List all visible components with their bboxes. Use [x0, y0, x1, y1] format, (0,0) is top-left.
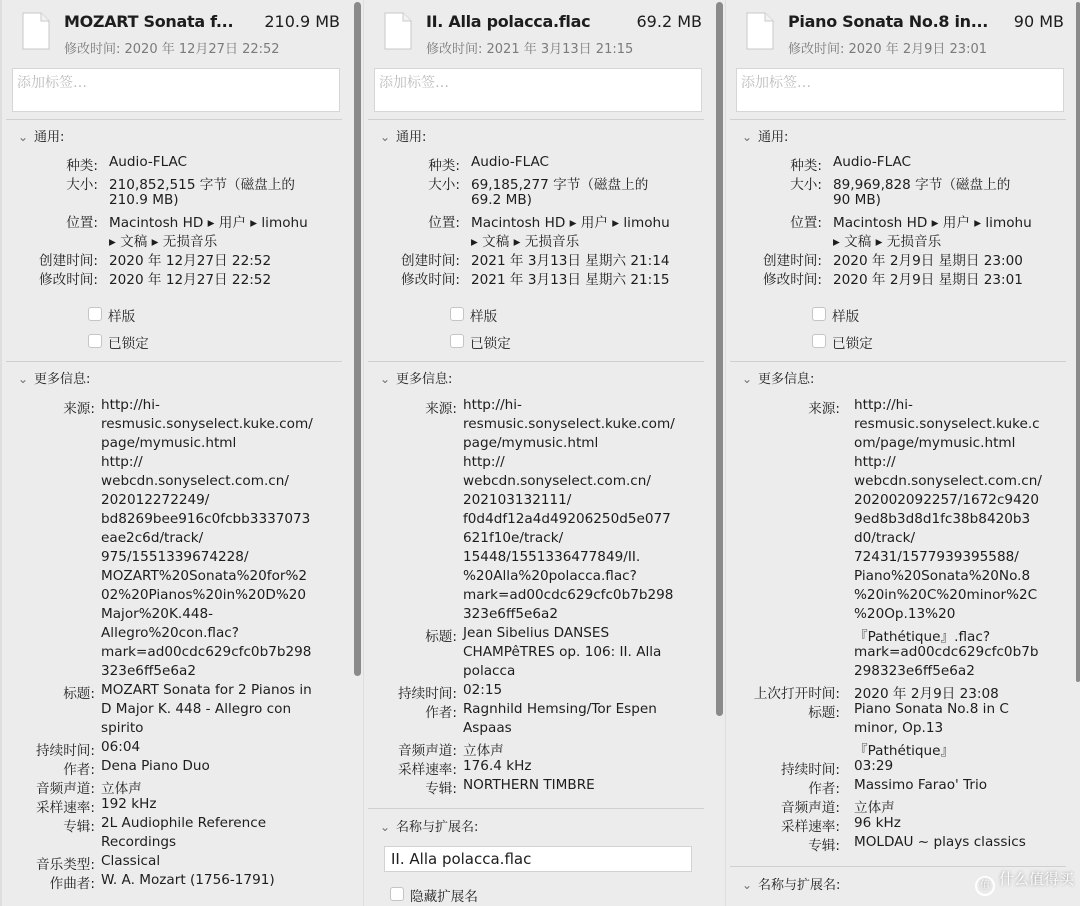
- field-label: 创建时间:: [401, 253, 460, 269]
- field-value: 2021 年 3月13日 星期六 21:15: [471, 272, 670, 288]
- field-value: 2021 年 3月13日 星期六 21:14: [471, 253, 670, 269]
- field-value: 202103132111/: [463, 492, 572, 508]
- field-value: spirito: [101, 720, 144, 736]
- section-general[interactable]: [18, 126, 64, 145]
- field-value: Major%20K.448-: [101, 606, 214, 622]
- field-value: MOZART%20Sonata%20for%2: [101, 568, 308, 584]
- field-value: Macintosh HD ▸ 用户 ▸ limohu: [109, 215, 308, 231]
- panel-header: [2, 0, 352, 62]
- section-general[interactable]: [380, 126, 426, 145]
- field-value: CHAMPêTRES op. 106: II. Alla: [463, 644, 662, 660]
- document-icon: [384, 12, 412, 50]
- field-label: 音乐类型:: [36, 857, 95, 873]
- field-label: 持续时间:: [398, 686, 457, 702]
- field-value: Ragnhild Hemsing/Tor Espen: [463, 701, 657, 717]
- section-general-label: 通用:: [396, 130, 427, 145]
- scrollbar-thumb[interactable]: [716, 2, 723, 716]
- field-value: 69,185,277 字节（磁盘上的: [471, 177, 649, 193]
- field-value: bd8269bee916c0fcbb3337073: [101, 511, 311, 527]
- field-value: %20Alla%20polacca.flac?: [463, 568, 637, 584]
- divider: [730, 119, 1066, 120]
- watermark: [975, 868, 1074, 896]
- scrollbar[interactable]: [714, 0, 725, 906]
- section-more-info-label: 更多信息:: [34, 372, 91, 387]
- field-label: 持续时间:: [36, 743, 95, 759]
- field-value: 89,969,828 字节（磁盘上的: [833, 177, 1011, 193]
- field-value: Classical: [101, 853, 161, 869]
- field-label: 音频声道:: [781, 800, 840, 816]
- document-icon: [746, 12, 774, 50]
- field-label: 种类:: [790, 158, 822, 174]
- field-value: f0d4df12a4d49206250d5e077: [463, 511, 671, 527]
- field-value: 202002092257/1672c9420: [854, 492, 1040, 508]
- stationery-checkbox[interactable]: [450, 307, 464, 321]
- section-name-extension[interactable]: [380, 816, 478, 835]
- field-value: Massimo Farao' Trio: [854, 777, 988, 793]
- field-value: NORTHERN TIMBRE: [463, 777, 595, 793]
- field-label: 专辑:: [63, 819, 95, 835]
- field-label: 标题:: [425, 629, 457, 645]
- section-more-info-label: 更多信息:: [758, 372, 815, 387]
- field-label: 大小:: [790, 177, 822, 193]
- stationery-checkbox[interactable]: [812, 307, 826, 321]
- scrollbar[interactable]: [352, 0, 363, 906]
- locked-checkbox[interactable]: [88, 334, 102, 348]
- field-value: 02%20Pianos%20in%20D%20: [101, 587, 307, 603]
- field-value: 02:15: [463, 682, 503, 698]
- divider: [368, 808, 704, 809]
- field-label: 修改时间:: [763, 272, 822, 288]
- field-label: 种类:: [428, 158, 460, 174]
- field-value: 03:29: [854, 758, 894, 774]
- field-value: 2020 年 2月9日 星期日 23:01: [833, 272, 1023, 288]
- field-value: Piano%20Sonata%20No.8: [854, 568, 1031, 584]
- field-value: 2020 年 12月27日 22:52: [109, 272, 272, 288]
- field-value: Recordings: [101, 834, 177, 850]
- field-value: 96 kHz: [854, 815, 901, 831]
- divider: [6, 361, 342, 362]
- divider: [368, 119, 704, 120]
- field-value: 『Pathétique』.flac?: [854, 629, 991, 645]
- document-icon: [22, 12, 50, 50]
- stationery-label: 样版: [108, 309, 136, 325]
- field-label: 修改时间:: [39, 272, 98, 288]
- tags-input[interactable]: 添加标签…: [374, 68, 702, 112]
- field-value: om/page/mymusic.html: [854, 435, 1016, 451]
- field-label: 标题:: [808, 705, 840, 721]
- stationery-checkbox[interactable]: [88, 307, 102, 321]
- field-value: mark=ad00cdc629cfc0b7b298: [463, 587, 674, 603]
- chevron-down-icon: ⌄: [380, 372, 391, 386]
- info-panel-3: [726, 0, 1076, 906]
- section-name-extension-label: 名称与扩展名:: [396, 820, 479, 835]
- field-label: 作曲者:: [49, 876, 95, 892]
- field-value: http://: [854, 454, 896, 470]
- hide-extension-checkbox[interactable]: [390, 887, 404, 901]
- info-panel-1: [2, 0, 352, 906]
- locked-checkbox[interactable]: [812, 334, 826, 348]
- panel-header: [364, 0, 714, 62]
- field-value: webcdn.sonyselect.com.cn/: [463, 473, 651, 489]
- field-value: 『Pathétique』: [854, 743, 955, 759]
- field-label: 种类:: [66, 158, 98, 174]
- chevron-down-icon: ⌄: [18, 130, 29, 144]
- field-value: ▸ 文稿 ▸ 无损音乐: [471, 234, 580, 250]
- field-value: 210,852,515 字节（磁盘上的: [109, 177, 295, 193]
- field-value: 323e6ff5e6a2: [463, 606, 558, 622]
- field-label: 创建时间:: [39, 253, 98, 269]
- field-value: 975/1551339674228/: [101, 549, 249, 565]
- field-value: 202012272249/: [101, 492, 210, 508]
- scrollbar-thumb[interactable]: [354, 2, 361, 676]
- field-value: 69.2 MB): [471, 192, 532, 208]
- field-value: 立体声: [854, 800, 895, 816]
- modified-date: 修改时间: 2021 年 3月13日 21:15: [426, 42, 634, 57]
- file-size: 90 MB: [1013, 12, 1064, 31]
- field-value: mark=ad00cdc629cfc0b7b: [854, 644, 1039, 660]
- field-label: 作者:: [63, 762, 95, 778]
- chevron-down-icon: ⌄: [18, 372, 29, 386]
- field-value: ▸ 文稿 ▸ 无损音乐: [109, 234, 218, 250]
- field-value: d0/track/: [854, 530, 916, 546]
- field-value: D Major K. 448 - Allegro con: [101, 701, 292, 717]
- file-name: MOZART Sonata f...: [64, 12, 234, 31]
- field-label: 采样速率:: [781, 819, 840, 835]
- filename-field[interactable]: II. Alla polacca.flac: [384, 846, 692, 872]
- field-value: 621f10e/track/: [463, 530, 564, 546]
- locked-label: 已锁定: [832, 336, 873, 352]
- divider: [730, 361, 1066, 362]
- field-value: 298323e6ff5e6a2: [854, 663, 975, 679]
- field-value: 2020 年 2月9日 星期日 23:00: [833, 253, 1023, 269]
- field-value: http://: [463, 454, 505, 470]
- section-more-info[interactable]: [742, 368, 814, 387]
- field-value: Audio-FLAC: [471, 154, 550, 170]
- tags-input[interactable]: 添加标签…: [736, 68, 1064, 112]
- stationery-label: 样版: [470, 309, 498, 325]
- file-name: Piano Sonata No.8 in...: [788, 12, 989, 31]
- field-value: http://: [101, 454, 143, 470]
- field-value: 210.9 MB): [109, 192, 179, 208]
- tags-input[interactable]: 添加标签…: [12, 68, 340, 112]
- field-label: 来源:: [63, 401, 95, 417]
- field-value: Audio-FLAC: [833, 154, 912, 170]
- locked-label: 已锁定: [108, 336, 149, 352]
- field-value: %20Op.13%20: [854, 606, 956, 622]
- field-label: 音频声道:: [398, 743, 457, 759]
- field-value: http://hi-: [101, 397, 160, 413]
- field-label: 音频声道:: [36, 781, 95, 797]
- field-value: webcdn.sonyselect.com.cn/: [101, 473, 289, 489]
- field-value: Piano Sonata No.8 in C: [854, 701, 1009, 717]
- locked-label: 已锁定: [470, 336, 511, 352]
- field-value: 9ed8b3d8d1fc38b8420b3: [854, 511, 1031, 527]
- scrollbar-thumb[interactable]: [1076, 2, 1080, 682]
- hide-extension-label: 隐藏扩展名: [410, 889, 478, 905]
- watermark-text: 什么值得买: [998, 870, 1074, 888]
- chevron-down-icon: ⌄: [742, 878, 753, 892]
- scrollbar[interactable]: [1076, 0, 1080, 906]
- field-label: 采样速率:: [36, 800, 95, 816]
- field-value: 2L Audiophile Reference: [101, 815, 267, 831]
- field-value: 72431/1577939395588/: [854, 549, 1019, 565]
- modified-date: 修改时间: 2020 年 2月9日 23:01: [788, 42, 987, 57]
- field-value: 立体声: [101, 781, 142, 797]
- field-value: 323e6ff5e6a2: [101, 663, 196, 679]
- field-value: minor, Op.13: [854, 720, 944, 736]
- field-label: 来源:: [425, 401, 457, 417]
- field-value: 立体声: [463, 743, 504, 759]
- field-label: 上次打开时间:: [753, 686, 840, 702]
- field-label: 专辑:: [425, 781, 457, 797]
- field-value: 2020 年 2月9日 23:08: [854, 686, 999, 702]
- watermark-logo-icon: 值: [975, 876, 995, 896]
- field-value: polacca: [463, 663, 516, 679]
- field-value: Audio-FLAC: [109, 154, 188, 170]
- field-value: 15448/1551336477849/II.: [463, 549, 641, 565]
- chevron-down-icon: ⌄: [380, 130, 391, 144]
- field-value: Macintosh HD ▸ 用户 ▸ limohu: [833, 215, 1032, 231]
- field-value: resmusic.sonyselect.kuke.com/: [463, 416, 675, 432]
- field-value: ▸ 文稿 ▸ 无损音乐: [833, 234, 942, 250]
- field-value: resmusic.sonyselect.kuke.com/: [101, 416, 313, 432]
- field-value: mark=ad00cdc629cfc0b7b298: [101, 644, 312, 660]
- panel-header: [726, 0, 1076, 62]
- field-label: 位置:: [790, 215, 822, 231]
- field-label: 作者:: [425, 705, 457, 721]
- field-value: 176.4 kHz: [463, 758, 532, 774]
- field-label: 专辑:: [808, 838, 840, 854]
- field-label: 创建时间:: [763, 253, 822, 269]
- locked-checkbox[interactable]: [450, 334, 464, 348]
- field-value: MOZART Sonata for 2 Pianos in: [101, 682, 312, 698]
- divider: [368, 361, 704, 362]
- field-label: 位置:: [428, 215, 460, 231]
- section-general-label: 通用:: [34, 130, 65, 145]
- section-general-label: 通用:: [758, 130, 789, 145]
- field-value: %20in%20C%20minor%2C: [854, 587, 1038, 603]
- stationery-label: 样版: [832, 309, 860, 325]
- section-more-info[interactable]: [380, 368, 452, 387]
- field-label: 位置:: [66, 215, 98, 231]
- file-size: 210.9 MB: [264, 12, 340, 31]
- chevron-down-icon: ⌄: [742, 372, 753, 386]
- field-value: MOLDAU ~ plays classics: [854, 834, 1026, 850]
- field-value: 192 kHz: [101, 796, 157, 812]
- field-label: 持续时间:: [781, 762, 840, 778]
- section-more-info-label: 更多信息:: [396, 372, 453, 387]
- section-name-extension-label: 名称与扩展名:: [758, 878, 841, 893]
- chevron-down-icon: ⌄: [380, 820, 391, 834]
- field-label: 标题:: [63, 686, 95, 702]
- field-value: 2020 年 12月27日 22:52: [109, 253, 272, 269]
- section-more-info[interactable]: [18, 368, 90, 387]
- field-value: http://hi-: [854, 397, 913, 413]
- field-value: 90 MB): [833, 192, 881, 208]
- section-general[interactable]: [742, 126, 788, 145]
- field-value: 06:04: [101, 739, 141, 755]
- field-value: Dena Piano Duo: [101, 758, 210, 774]
- field-value: page/mymusic.html: [101, 435, 237, 451]
- modified-date: 修改时间: 2020 年 12月27日 22:52: [64, 42, 280, 57]
- field-value: W. A. Mozart (1756-1791): [101, 872, 275, 888]
- field-value: Jean Sibelius DANSES: [463, 625, 610, 641]
- info-panel-2: [364, 0, 714, 906]
- chevron-down-icon: ⌄: [742, 130, 753, 144]
- field-label: 来源:: [808, 401, 840, 417]
- field-label: 大小:: [428, 177, 460, 193]
- field-label: 修改时间:: [401, 272, 460, 288]
- file-name: II. Alla polacca.flac: [426, 12, 591, 31]
- field-value: resmusic.sonyselect.kuke.c: [854, 416, 1040, 432]
- field-value: Allegro%20con.flac?: [101, 625, 239, 641]
- field-label: 大小:: [66, 177, 98, 193]
- file-size: 69.2 MB: [636, 12, 702, 31]
- field-value: http://hi-: [463, 397, 522, 413]
- field-label: 作者:: [808, 781, 840, 797]
- divider: [730, 866, 1066, 867]
- divider: [6, 119, 342, 120]
- field-value: page/mymusic.html: [463, 435, 599, 451]
- field-label: 采样速率:: [398, 762, 457, 778]
- field-value: eae2c6d/track/: [101, 530, 204, 546]
- section-name-extension[interactable]: [742, 874, 840, 893]
- field-value: Macintosh HD ▸ 用户 ▸ limohu: [471, 215, 670, 231]
- field-value: Aspaas: [463, 720, 512, 736]
- field-value: webcdn.sonyselect.com.cn/: [854, 473, 1042, 489]
